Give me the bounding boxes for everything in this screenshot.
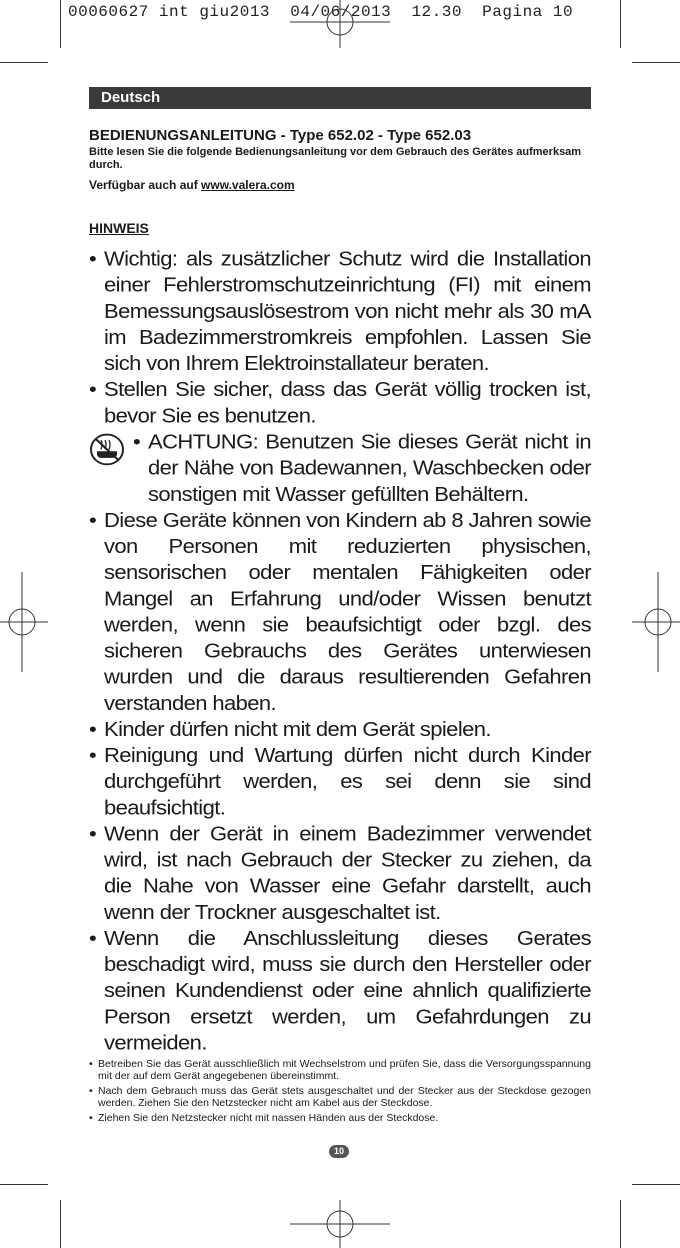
list-item-text: Wenn der Gerät in einem Badezimmer verwendet wird, ist nach Gebrauch der Stecker zu ziehen, da die Nahe von Wasser eine Gefahr darstellt, auch wenn der Trockner ausgeschaltet ist. [104,821,591,924]
registration-mark-icon [290,0,390,48]
availability-line [89,178,295,192]
list-item-warning [89,429,591,507]
list-item-text: Kinder dürfen nicht mit dem Gerät spielen. [104,717,491,741]
crop-mark [620,0,621,48]
registration-mark-icon [290,1200,390,1248]
list-item-text: Wichtig: als zusätzlicher Schutz wird die Installation einer Fehlerstromschutzeinrichtung (FI) mit einem Bemessungsauslösestrom von nicht mehr als 30 mA im Badezimmerstromkreis empfohlen. Lassen Sie sich von Ihrem Elektroinstallateur beraten. [104,246,591,375]
print-slug: 00060627 int giu2013 04/06/2013 12.30 Pagina 10 [68,3,574,21]
list-item [89,925,591,1056]
language-bar [89,87,591,109]
list-item [89,1058,591,1082]
no-bath-water-icon [89,433,125,467]
crop-mark [632,1184,680,1185]
crop-mark [0,62,48,63]
bullet: • [89,821,97,846]
bullet: • [89,246,97,271]
list-item-text: Diese Geräte können von Kindern ab 8 Jahren sowie von Personen mit reduzierten physischen, sensorischen oder mentalen Fähigkeiten oder Mangel an Erfahrung und/oder Wissen benutzt werden, wenn sie beaufsichtigt oder bzgl. des sicheren Gebrauchs des Gerätes unterwiesen wurden und die daraus resultierenden Gefahren verstanden haben. [104,508,591,715]
registration-mark-icon [632,572,680,672]
bullet: • [89,377,97,401]
list-item-text: Reinigung und Wartung dürfen nicht durch Kinder durchgeführt werden, es sei denn sie sind beaufsichtigt. [104,743,591,819]
list-item [89,507,591,716]
list-item-text: Ziehen Sie den Netzstecker nicht mit nassen Händen aus der Steckdose. [98,1112,439,1124]
section-heading: HINWEIS [89,220,149,236]
list-item-text: Nach dem Gebrauch muss das Gerät stets ausgeschaltet und der Stecker aus der Steckdose gezogen werden. Ziehen Sie den Netzstecker nicht am Kabel aus der Steckdose. [98,1085,591,1109]
list-item-text: ACHTUNG: Benutzen Sie dieses Gerät nicht in der Nähe von Badewannen, Waschbecken oder sonstigen mit Wasser gefüllten Behältern. [148,429,591,506]
crop-mark [620,1200,621,1248]
bullet: • [89,1085,93,1097]
notice-list [89,246,591,1056]
list-item [89,821,591,926]
read-instructions-note: Bitte lesen Sie die folgende Bedienungsanleitung vor dem Gebrauch des Gerätes aufmerksam durch. [89,146,582,171]
bullet: • [89,1058,93,1070]
website-link[interactable]: www.valera.com [201,178,295,192]
manual-title: BEDIENUNGSANLEITUNG - Type 652.02 - Type 652.03 [89,127,472,144]
crop-mark [0,1184,48,1185]
list-item-text: Wenn die Anschlussleitung dieses Gerates beschadigt wird, muss sie durch den Hersteller oder seinen Kundendienst oder eine ahnlich qualifizierte Person ersetzt werden, um Gefahrdungen zu vermeiden. [104,926,591,1055]
crop-mark [60,1200,61,1248]
bullet: • [89,508,97,532]
fine-print-list [89,1058,591,1127]
bullet: • [89,743,97,767]
list-item [89,246,591,377]
bullet: • [89,1112,93,1124]
list-item-text: Betreiben Sie das Gerät ausschließlich mit Wechselstrom und prüfen Sie, dass die Versorgungsspannung mit der auf dem Gerät angegebenen übereinstimmt. [98,1058,591,1082]
list-item [89,1085,591,1109]
list-item [89,377,591,429]
list-item [89,716,591,742]
list-item-text: Stellen Sie sicher, dass das Gerät völlig trocken ist, bevor Sie es benutzen. [104,377,591,428]
list-item [89,1112,591,1124]
language-label: Deutsch [101,89,161,106]
crop-mark [632,62,680,63]
bullet: • [89,717,97,741]
crop-mark [60,0,61,48]
list-item [89,742,591,820]
registration-mark-icon [0,572,48,672]
bullet: • [89,926,97,950]
bullet: • [133,429,141,454]
page-number: 10 [329,1145,349,1158]
availability-prefix: Verfügbar auch auf [89,178,202,192]
